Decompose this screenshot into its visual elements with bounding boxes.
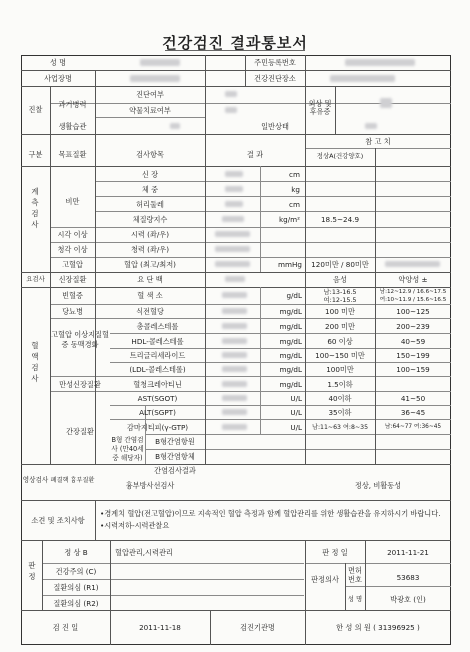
company-label: 사업장명 bbox=[44, 74, 72, 83]
rule bbox=[21, 134, 451, 135]
redacted bbox=[215, 231, 250, 237]
unit-ul: U/L bbox=[290, 394, 302, 403]
urine-target: 신장질환 bbox=[58, 275, 87, 284]
r1-label: 질환의심 (R1) bbox=[53, 583, 99, 592]
title-underline bbox=[165, 50, 305, 51]
rule bbox=[305, 55, 306, 86]
r2-label: 질환의심 (R2) bbox=[53, 599, 99, 608]
hb-label: 혈 색 소 bbox=[137, 291, 163, 300]
tc-ref: 200 미만 bbox=[325, 322, 355, 331]
rule bbox=[110, 362, 451, 363]
normal-b-value: 혈압관리,시력관리 bbox=[115, 548, 173, 557]
col-result: 결 과 bbox=[246, 150, 264, 159]
urine-susp: 약양성 ± bbox=[398, 275, 428, 284]
redacted bbox=[222, 395, 247, 401]
hbs-ab-label: B형간염항체 bbox=[155, 452, 195, 461]
col-item: 검사항목 bbox=[136, 150, 164, 159]
rule bbox=[95, 211, 451, 212]
cr-label: 혈청크레아티닌 bbox=[133, 380, 182, 389]
ggt-susp: 남:64~77 여:36~45 bbox=[384, 424, 442, 430]
opinion-label: 소견 및 조치사항 bbox=[31, 516, 85, 525]
org-label: 검진기관명 bbox=[240, 623, 275, 632]
unit-kg: kg bbox=[291, 185, 300, 194]
lipid-group-label: 고혈압 이상지질혈증 동맥경화 bbox=[51, 330, 109, 349]
redacted bbox=[215, 246, 250, 252]
unit-mmhg: mmHg bbox=[278, 260, 302, 269]
diagnosis-label: 진단여부 bbox=[136, 90, 164, 99]
fbs-ref: 100 미만 bbox=[325, 307, 355, 316]
rule bbox=[50, 318, 451, 319]
opinion-text: •경계치 혈압(전고혈압)이므로 지속적인 혈압 측정과 함께 혈압관리를 위한 생활습관을 유지하시기 바랍니다. •시력저하-시력관찰요 bbox=[100, 509, 441, 530]
ast-ref: 40이하 bbox=[328, 394, 352, 403]
rule bbox=[42, 595, 304, 596]
ggt-label: 감마지티피(γ-GTP) bbox=[126, 423, 189, 432]
hep-result-label: 간염검사결과 bbox=[154, 466, 196, 475]
redacted bbox=[222, 352, 247, 358]
ldl-susp: 100~159 bbox=[396, 365, 430, 374]
doctor-name: 박광호 (인) bbox=[390, 595, 426, 604]
col-gubun: 구분 bbox=[28, 150, 43, 159]
rule bbox=[95, 181, 451, 182]
rule bbox=[335, 86, 336, 134]
redacted bbox=[222, 409, 247, 415]
ldl-ref: 100미만 bbox=[326, 365, 354, 374]
redacted bbox=[170, 123, 180, 129]
xray-item: 흉부방사선검사 bbox=[125, 481, 175, 490]
fbs-susp: 100~125 bbox=[396, 307, 430, 316]
rule bbox=[42, 579, 304, 580]
tc-label: 총콜레스테롤 bbox=[136, 322, 179, 331]
license-label: 면허번호 bbox=[348, 566, 362, 584]
hb-ref: 남:13-16.5 여:12-15.5 bbox=[323, 288, 357, 304]
rule bbox=[50, 242, 451, 243]
rule bbox=[110, 333, 451, 334]
rule bbox=[42, 563, 304, 564]
ast-label: AST(SGOT) bbox=[137, 394, 178, 403]
rule bbox=[110, 419, 451, 420]
redacted-site bbox=[330, 75, 395, 82]
rule bbox=[145, 449, 451, 450]
redacted-company bbox=[130, 75, 180, 82]
hypertension-label: 고혈압 bbox=[62, 260, 83, 269]
xray-target: 폐결핵 흉부질환 bbox=[50, 477, 95, 484]
redacted bbox=[365, 123, 377, 129]
rule bbox=[95, 117, 205, 118]
rule bbox=[50, 257, 451, 258]
rrn-label: 주민등록번호 bbox=[254, 58, 296, 67]
blood-section: 혈액검사 bbox=[31, 341, 39, 383]
bp-label: 혈압 (최고/최저) bbox=[124, 260, 176, 269]
col-normal-a: 정상A(건강양호) bbox=[316, 152, 364, 160]
rule bbox=[21, 166, 451, 167]
vision-abn-label: 시각 이상 bbox=[57, 230, 88, 239]
redacted bbox=[222, 424, 247, 430]
hearing-label: 청력 (좌/우) bbox=[130, 245, 170, 254]
rule bbox=[21, 500, 451, 501]
redacted-name bbox=[140, 59, 180, 66]
anemia-label: 빈혈증 bbox=[62, 291, 83, 300]
rule bbox=[21, 464, 451, 465]
judge-date-label: 판 정 일 bbox=[322, 548, 348, 557]
xray-normal: 정상, 비활동성 bbox=[354, 481, 402, 490]
bmi-label: 체질량지수 bbox=[132, 215, 168, 224]
waist-label: 허리둘레 bbox=[136, 200, 164, 209]
rule bbox=[345, 586, 451, 587]
rule bbox=[21, 86, 451, 87]
hdl-susp: 40~59 bbox=[400, 337, 426, 346]
rule bbox=[110, 405, 451, 406]
rule bbox=[50, 304, 451, 305]
liver-label: 간장질환 bbox=[66, 427, 94, 436]
weight-label: 체 중 bbox=[141, 185, 159, 194]
vision-label: 시력 (좌/우) bbox=[130, 230, 170, 239]
urine-item: 요 단 백 bbox=[137, 275, 163, 284]
redacted bbox=[225, 201, 243, 207]
height-label: 신 장 bbox=[141, 170, 159, 179]
redacted bbox=[225, 186, 243, 192]
redacted bbox=[225, 276, 245, 282]
unit-ul: U/L bbox=[290, 408, 302, 417]
exam-date: 2011-11-18 bbox=[139, 623, 181, 632]
urine-section: 요검사 bbox=[26, 275, 45, 283]
tg-label: 트리글리세라이드 bbox=[129, 351, 186, 360]
rule bbox=[21, 272, 451, 273]
exam-date-label: 검 진 일 bbox=[52, 623, 79, 632]
rule bbox=[145, 434, 451, 435]
rule bbox=[205, 166, 206, 464]
diabetes-label: 당뇨병 bbox=[62, 307, 83, 316]
redacted bbox=[222, 338, 247, 344]
redacted bbox=[222, 366, 247, 372]
unit-mgdl: mg/dL bbox=[279, 307, 302, 316]
unit-mgdl: mg/dL bbox=[279, 380, 302, 389]
reference-header: 참 고 치 bbox=[365, 137, 391, 146]
redacted bbox=[222, 308, 247, 314]
tg-ref: 100~150 미만 bbox=[315, 351, 365, 360]
history-label: 과거병력 bbox=[58, 100, 87, 109]
redacted bbox=[225, 107, 237, 113]
unit-cm-waist: cm bbox=[289, 200, 300, 209]
fbs-label: 식전혈당 bbox=[136, 307, 164, 316]
hdl-label: HDL-콜레스테롤 bbox=[131, 337, 184, 346]
kidney-label: 만성신장질환 bbox=[59, 380, 101, 389]
redacted bbox=[215, 261, 250, 267]
judge-date: 2011-11-21 bbox=[387, 548, 429, 557]
hb-susp: 남:12~12.9 / 16.6~17.5 여:10~11.9 / 15.6~16.5 bbox=[379, 289, 447, 303]
unit-mgdl: mg/dL bbox=[279, 365, 302, 374]
tc-susp: 200~239 bbox=[396, 322, 430, 331]
tg-susp: 150~199 bbox=[396, 351, 430, 360]
xray-section: 영상검사 bbox=[22, 476, 49, 484]
rule bbox=[95, 500, 96, 540]
col-target: 목표질환 bbox=[58, 150, 87, 159]
judgement-section: 판정 bbox=[28, 561, 36, 581]
hdl-ref: 60 이상 bbox=[327, 337, 353, 346]
unit-bmi: kg/m² bbox=[278, 215, 300, 224]
doctor-name-label: 성 명 bbox=[347, 595, 363, 603]
rule bbox=[305, 563, 451, 564]
obesity-label: 비만 bbox=[65, 197, 80, 206]
alt-ref: 35이하 bbox=[328, 408, 352, 417]
unit-cm: cm bbox=[289, 170, 300, 179]
rule bbox=[50, 391, 451, 392]
rule bbox=[21, 70, 451, 71]
bp-ref: 120미만 / 80미만 bbox=[311, 260, 369, 269]
measure-section: 계측검사 bbox=[31, 187, 39, 229]
hbs-ag-label: B형간염항원 bbox=[155, 437, 195, 446]
rule bbox=[50, 227, 451, 228]
redacted bbox=[222, 292, 247, 298]
normal-b-label: 정 상 B bbox=[64, 548, 88, 557]
page-title: 건강검진 결과통보서 bbox=[162, 34, 308, 52]
urine-normal: 음성 bbox=[333, 275, 347, 284]
caution-label: 건강주의 (C) bbox=[55, 567, 97, 576]
rule bbox=[110, 348, 451, 349]
rule bbox=[50, 376, 451, 377]
medication-label: 약물치료여부 bbox=[129, 106, 171, 115]
redacted bbox=[385, 261, 440, 267]
general-label: 일반상태 bbox=[261, 122, 289, 131]
redacted bbox=[222, 216, 244, 222]
doctor-label: 판정의사 bbox=[311, 575, 339, 584]
rule bbox=[305, 148, 451, 149]
rule bbox=[95, 70, 96, 86]
redacted bbox=[222, 323, 247, 329]
redacted bbox=[225, 171, 243, 177]
alt-susp: 36~45 bbox=[400, 408, 426, 417]
ggt-ref: 남:11~63 여:8~35 bbox=[311, 424, 369, 431]
org-name: 한 성 의 원 ( 31396925 ) bbox=[336, 623, 420, 632]
ldl-label: (LDL-콜레스테롤) bbox=[129, 365, 186, 374]
cr-ref: 1.5이하 bbox=[327, 380, 353, 389]
rule bbox=[21, 610, 451, 611]
name-label: 성 명 bbox=[49, 58, 67, 67]
bmi-ref: 18.5~24.9 bbox=[320, 215, 360, 224]
site-label: 건강진단장소 bbox=[254, 74, 296, 83]
redacted-rrn bbox=[345, 59, 415, 66]
unit-ul: U/L bbox=[290, 423, 302, 432]
redacted bbox=[225, 91, 237, 97]
unit-gdl: g/dL bbox=[286, 291, 302, 300]
rule bbox=[95, 196, 451, 197]
lifestyle-label: 생활습관 bbox=[58, 122, 87, 131]
rule bbox=[21, 540, 451, 541]
license-no: 53683 bbox=[396, 573, 420, 582]
redacted bbox=[380, 98, 392, 108]
hearing-abn-label: 청각 이상 bbox=[57, 245, 88, 254]
jinchal-section: 진찰 bbox=[28, 105, 43, 114]
unit-mgdl: mg/dL bbox=[279, 322, 302, 331]
unit-mgdl: mg/dL bbox=[279, 337, 302, 346]
redacted bbox=[222, 381, 247, 387]
ast-susp: 41~50 bbox=[400, 394, 426, 403]
trauma-label: 외상 및후유증 bbox=[308, 99, 332, 116]
alt-label: ALT(SGPT) bbox=[139, 408, 176, 417]
unit-mgdl: mg/dL bbox=[279, 351, 302, 360]
hep-b-label: B형 간염검사 (만40세중 해당자) bbox=[111, 436, 144, 462]
rule bbox=[110, 540, 111, 610]
